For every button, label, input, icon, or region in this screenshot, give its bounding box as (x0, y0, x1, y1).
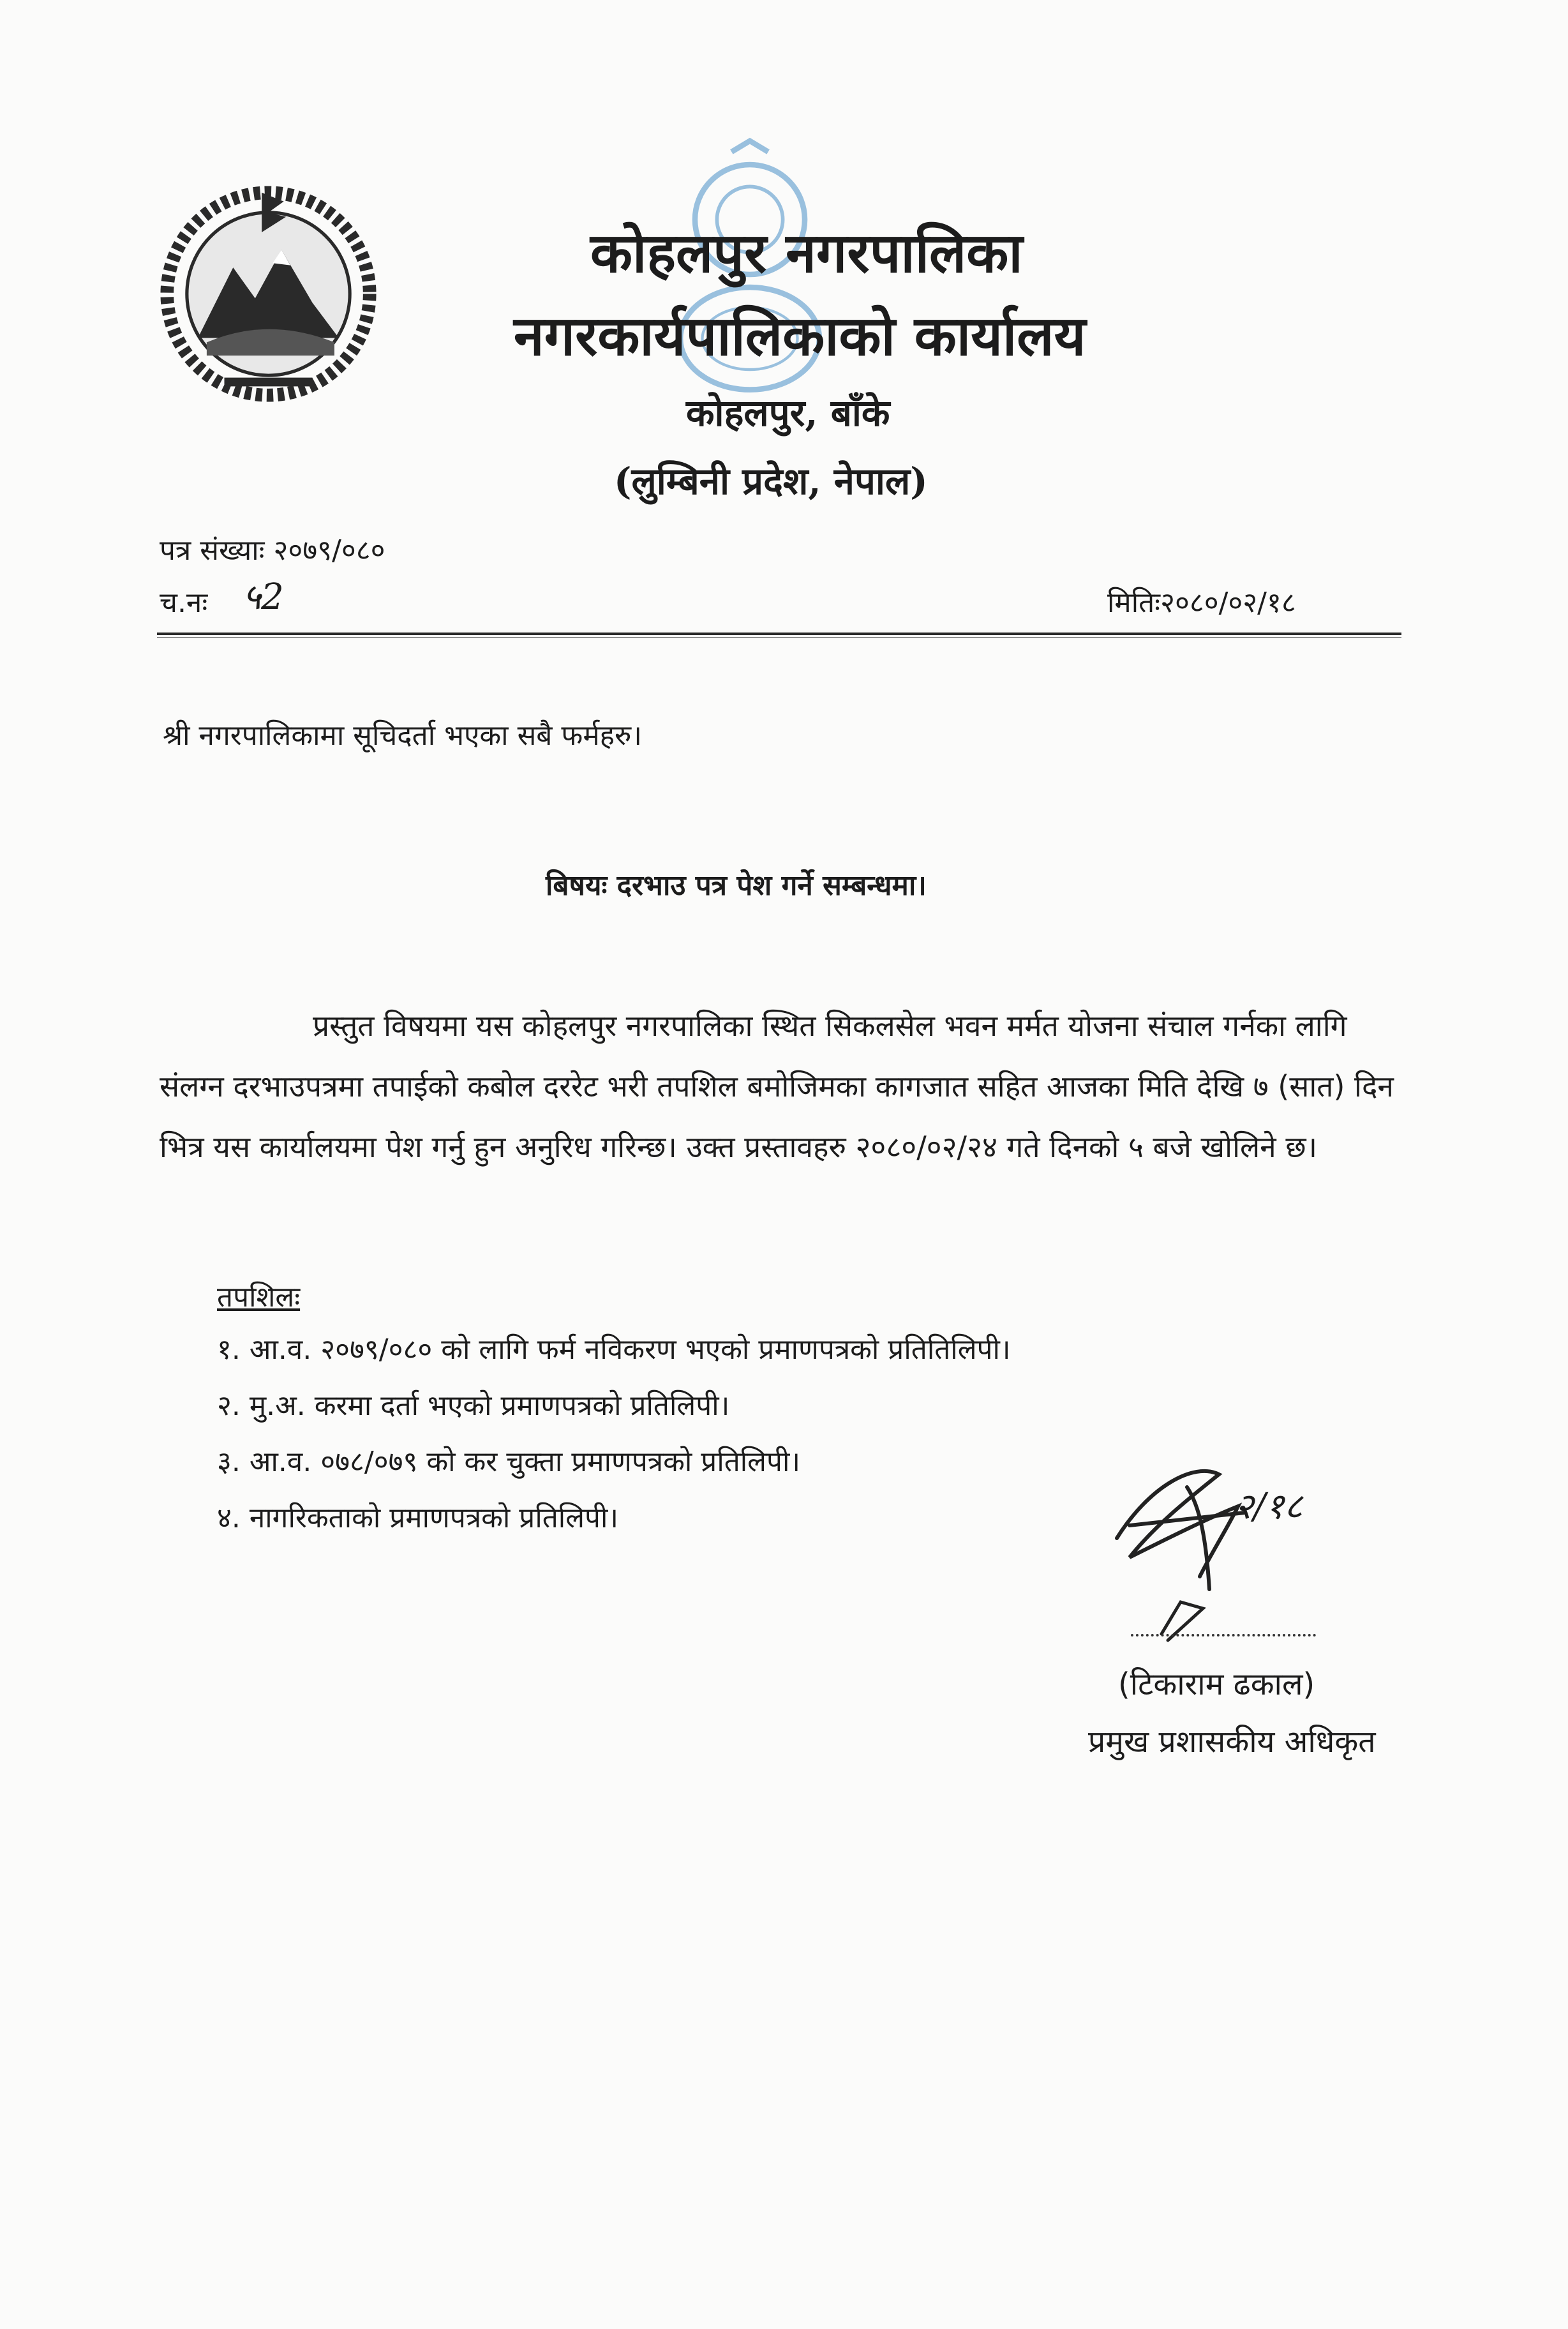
dispatch-number: ५2 (243, 576, 284, 618)
body-text: प्रस्तुत विषयमा यस कोहलपुर नगरपालिका स्थित सिकलसेल भवन मर्मत योजना संचाल गर्नका लागि संलग्न दरभाउपत्रमा तपाईको कबोल दररेट भरी तपशिल बमोजिमका कागजात सहित आजका मिति देखि ७ (सात) दिन भित्र यस कार्यालयमा पेश गर्नु हुन अनुरिध गरिन्छ। उक्त प्रस्तावहरु २०८०/०२/२४ गते दिनको ५ बजे खोलिने छ। (160, 1008, 1394, 1164)
signature-line (1131, 1634, 1316, 1636)
signatory-name: (टिकाराम ढकाल) (1118, 1666, 1315, 1702)
letter-date: मितिः२०८०/०२/१८ (1107, 587, 1296, 619)
nepal-emblem-icon (158, 184, 378, 404)
subject-line: बिषयः दरभाउ पत्र पेश गर्ने सम्बन्धमा। (546, 869, 927, 902)
signatory-designation: प्रमुख प्रशासकीय अधिकृत (1088, 1724, 1376, 1760)
header-divider (157, 633, 1401, 635)
office-name: नगरकार्यपालिकाको कार्यालय (514, 304, 1086, 368)
municipality-name: कोहलपुर नगरपालिका (590, 221, 1023, 285)
province-line: (लुम्बिनी प्रदेश, नेपाल) (614, 460, 928, 503)
schedule-item: २. मु.अ. करमा दर्ता भएको प्रमाणपत्रको प्रतिलिपी। (217, 1389, 730, 1422)
schedule-item: १. आ.व. २०७९/०८० को लागि फर्म नविकरण भएको प्रमाणपत्रको प्रतितिलिपी। (217, 1333, 1011, 1366)
body-paragraph (160, 996, 1404, 1178)
schedule-title: तपशिलः (217, 1281, 301, 1314)
signature-icon (1091, 1449, 1321, 1653)
letter-number: पत्र संख्याः २०७९/०८० (160, 534, 385, 567)
signature-date: २/१८ (1235, 1486, 1303, 1527)
dispatch-number-label: च.नः (160, 587, 208, 619)
schedule-item: ३. आ.व. ०७८/०७९ को कर चुक्ता प्रमाणपत्रको प्रतिलिपी। (217, 1446, 801, 1478)
schedule-item: ४. नागरिकताको प्रमाणपत्रको प्रतिलिपी। (217, 1502, 619, 1534)
header-divider-thin (157, 637, 1401, 638)
office-location: कोहलपुर, बाँके (686, 391, 890, 435)
addressee: श्री नगरपालिकामा सूचिदर्ता भएका सबै फर्महरु। (163, 719, 643, 752)
